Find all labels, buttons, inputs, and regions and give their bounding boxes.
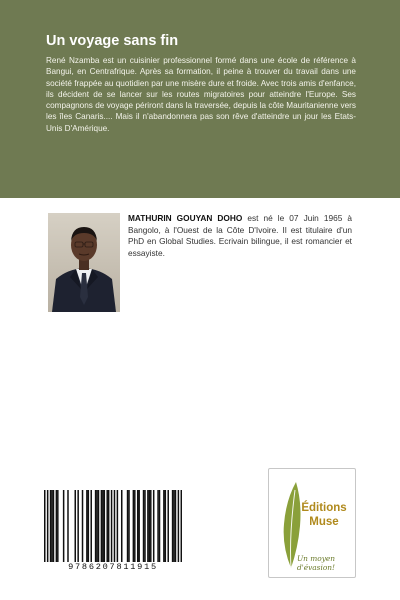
barcode-bar — [102, 490, 104, 562]
barcode-bar — [67, 490, 69, 562]
barcode-bar — [149, 490, 151, 562]
publisher-name-line1: Éditions — [301, 502, 347, 514]
barcode-bar — [56, 490, 58, 562]
barcode-bar — [44, 490, 46, 562]
barcode-bar — [101, 490, 103, 562]
barcode-bar — [117, 490, 119, 562]
barcode-bar — [63, 490, 65, 562]
barcode-bar — [121, 490, 123, 562]
barcode-bar — [108, 490, 110, 562]
barcode-bar — [165, 490, 167, 562]
barcode-bar — [143, 490, 145, 562]
barcode-bar — [167, 490, 169, 562]
publisher-tagline: Un moyen d'évasion! — [296, 554, 336, 572]
cover-top-band — [0, 0, 400, 198]
barcode-bar — [88, 490, 90, 562]
barcode-bar — [128, 490, 130, 562]
book-synopsis: René Nzamba est un cuisinier professionnel formé dans une école de référence à Bangui, en Centrafrique. Après sa formation, il peine à trouver du travail dans une société frappée au quotidien par une misère dure et froide. Avec trois amis d'enfance, ils décident de se lancer sur les routes migratoires pour atteindre l'Europe. Ses compagnons de voyage périront dans la traversée, depuis la côte Mauritanienne vers les îles Canaris.... Mais il n'abandonnera pas son rêve d'atteindre un jour les Etats-Unis D'Amérique. — [46, 56, 356, 133]
barcode-bar — [75, 490, 77, 562]
barcode-bar — [157, 490, 159, 562]
barcode-bar — [106, 490, 108, 562]
barcode-bar — [150, 490, 152, 562]
barcode-bar — [153, 490, 155, 562]
barcode-bar — [98, 490, 100, 562]
barcode-digits: 9786207811915 — [68, 562, 158, 572]
barcode-bar — [127, 490, 129, 562]
barcode-bar — [147, 490, 149, 562]
author-portrait — [48, 213, 120, 312]
barcode-bar — [144, 490, 146, 562]
publisher-logo — [268, 468, 356, 578]
barcode-bar — [96, 490, 98, 562]
barcode-bar — [173, 490, 175, 562]
barcode-bar — [172, 490, 174, 562]
barcode-bar — [47, 490, 49, 562]
barcode-bar — [137, 490, 139, 562]
author-bio-text: est né le 07 Juin 1965 à Bangolo, à l'Ouest de la Côte D'Ivoire. Il est titulaire d'un PhD en Global Studies. Ecrivain bilingue, il est romancier et essayiste. — [128, 213, 352, 258]
barcode-bar — [133, 490, 135, 562]
barcode-bar — [77, 490, 79, 562]
barcode-bar — [175, 490, 177, 562]
barcode-bar — [90, 490, 92, 562]
author-name: MATHURIN GOUYAN DOHO — [128, 213, 243, 223]
barcode-bar — [134, 490, 136, 562]
publisher-name-line2: Muse — [309, 516, 339, 528]
barcode-bar — [163, 490, 165, 562]
barcode-bar — [138, 490, 140, 562]
barcode-bar — [57, 490, 59, 562]
barcode-bar — [181, 490, 182, 562]
barcode-bar — [51, 490, 53, 562]
barcode-bar — [86, 490, 88, 562]
barcode-bar — [53, 490, 55, 562]
barcode-bar — [111, 490, 113, 562]
barcode-bar — [104, 490, 106, 562]
barcode-bar — [50, 490, 52, 562]
author-bio — [128, 213, 352, 259]
barcode-bar — [159, 490, 161, 562]
barcode-bar — [82, 490, 84, 562]
barcode-bar — [95, 490, 97, 562]
barcode-bar — [114, 490, 116, 562]
barcode-bar — [178, 490, 180, 562]
book-title: Un voyage sans fin — [46, 33, 179, 49]
isbn-barcode — [44, 490, 182, 562]
